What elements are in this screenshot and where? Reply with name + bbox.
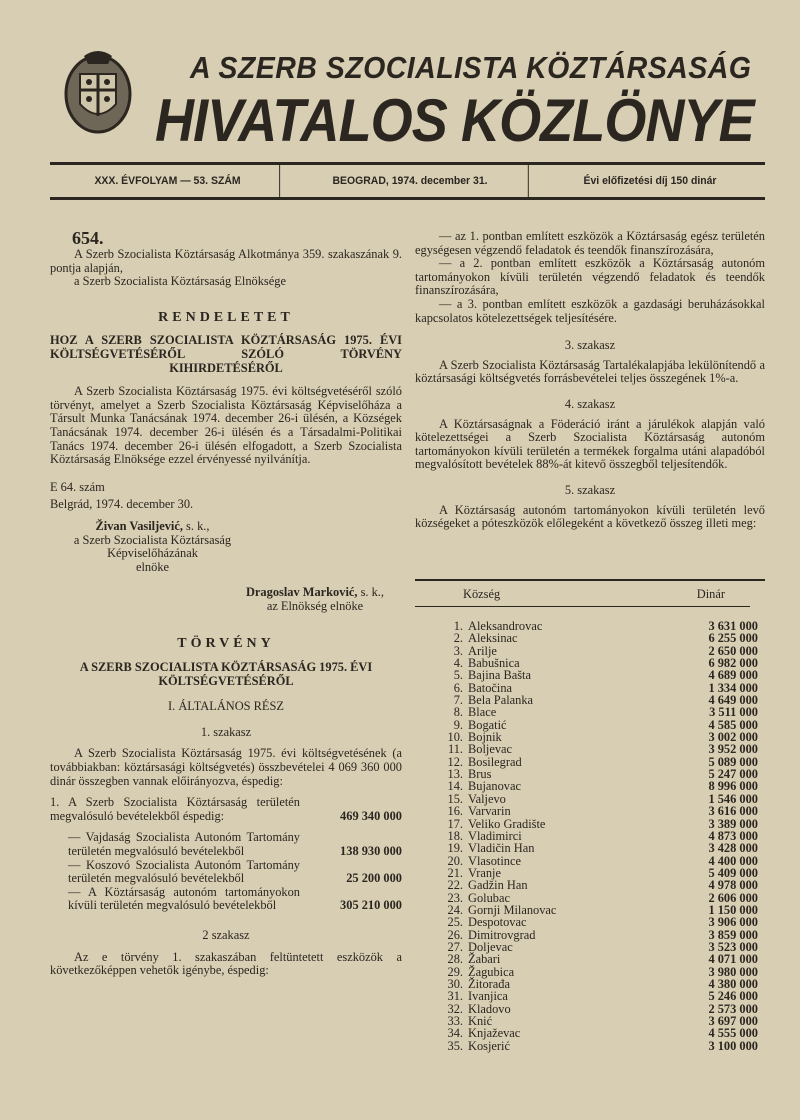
municipality-table — [415, 579, 765, 1052]
row-number: 24. — [447, 902, 463, 917]
dinar-amount: 3 511 000 — [709, 705, 758, 720]
section-5-body: A Köztársaság autonóm tartományokon kívüli területén levő községeket a póteszközök előlegeként a következő összeg illeti meg: — [415, 502, 765, 531]
dinar-amount: 3 002 000 — [708, 730, 758, 745]
row-number: 22. — [447, 878, 463, 893]
issue-info-band — [50, 162, 765, 200]
row-number: 12. — [447, 754, 463, 769]
dinar-amount: 4 978 000 — [708, 878, 758, 893]
dinar-amount: 3 616 000 — [708, 804, 758, 819]
dinar-amount: 3 389 000 — [708, 816, 758, 831]
section-3-body: A Szerb Szocialista Köztársaság Tartalékalapjába lekülönítendő a köztársasági költségvetés forrásbevételei teljes összegének 1%-a. — [415, 357, 765, 386]
masthead-line1: A SZERB SZOCIALISTA KÖZTÁRSASÁG — [190, 50, 752, 85]
municipality-name: Vlasotince — [468, 853, 521, 868]
signatory-name: Dragoslav Marković, — [245, 585, 358, 600]
row-number: 25. — [447, 915, 463, 930]
row-number: 31. — [447, 989, 463, 1004]
dinar-amount: 3 631 000 — [708, 619, 758, 633]
dinar-amount: 8 996 000 — [708, 779, 758, 794]
dinar-amount: 6 982 000 — [708, 656, 758, 671]
row-number: 26. — [447, 927, 463, 942]
row-number: 8. — [453, 705, 463, 720]
table-row — [415, 669, 765, 681]
dinar-amount: 4 689 000 — [708, 668, 758, 683]
dinar-amount: 1 546 000 — [708, 791, 758, 806]
dinar-amount: 4 071 000 — [708, 952, 758, 967]
reference-number: E 64. szám — [50, 479, 105, 494]
section-heading: 3. szakasz — [564, 338, 616, 353]
table-row — [415, 990, 765, 1002]
signature-2 — [225, 586, 405, 613]
item-number: 654. — [72, 228, 104, 248]
section-2-body: Az e törvény 1. szakaszában feltüntetett eszközök a következőképpen vehetők igénybe, éspedig: — [50, 949, 402, 978]
municipality-name: Blace — [468, 705, 497, 720]
municipality-name: Dimitrovgrad — [468, 927, 536, 942]
dinar-amount: 4 585 000 — [708, 717, 758, 732]
row-number: 28. — [447, 952, 463, 967]
row-number: 17. — [447, 816, 463, 831]
dinar-amount: 3 980 000 — [708, 964, 758, 979]
section-1-body: A Szerb Szocialista Köztársaság 1975. évi költségvetésének (a továbbiakban: köztársasági költségvetés) összbevételei 4 069 360 000 dinár összegben vannak előirányozva, éspedig: — [50, 746, 402, 788]
municipality-name: Aleksinac — [468, 631, 518, 646]
revenue-items — [50, 796, 402, 913]
municipality-name: Bogatić — [468, 717, 507, 732]
dinar-amount: 1 334 000 — [708, 680, 758, 695]
row-number: 9. — [453, 717, 463, 732]
table-header — [415, 581, 765, 606]
column-header-dinar: Dinár — [696, 587, 725, 601]
row-number: 18. — [447, 828, 463, 843]
law-title: A SZERB SZOCIALISTA KÖZTÁRSASÁG 1975. ÉVI KÖLTSÉGVETÉSÉRŐL — [79, 660, 373, 688]
dinar-amount: 5 089 000 — [708, 754, 758, 769]
row-number: 7. — [453, 693, 463, 708]
table-row — [415, 743, 765, 755]
row-number: 33. — [447, 1014, 463, 1028]
municipality-name: Veliko Gradište — [468, 816, 546, 831]
dinar-amount: 5 247 000 — [708, 767, 758, 782]
municipality-name: Brus — [468, 767, 492, 782]
municipality-name: Babušnica — [468, 656, 520, 671]
decree-body: A Szerb Szocialista Köztársaság 1975. évi költségvetéséről szóló törvényt, amelyet a Szerb Szocialista Köztársaság Képviselőháza a Társult Munka Tanácsának 1974. december 26-i ülésén, a Községek Tanácsának 1974. december 26-i ülésén és a Társadalmi-Politikai Tanács 1974. december 26-i ülésén elfogadott, a Szerb Szocialista Köztársaság Elnöksége ezzel érvényessé nyilvánítja. — [50, 384, 402, 467]
revenue-item: — A Köztársaság autonóm tartományokon kívüli területén megvalósuló bevételekből 305 210 000 — [68, 884, 402, 913]
subscription-price: Évi előfizetési díj 150 dinár — [583, 175, 717, 187]
coat-of-arms-emblem — [62, 44, 134, 136]
dinar-amount: 3 100 000 — [708, 1038, 758, 1053]
municipality-name: Batočina — [468, 680, 513, 695]
row-number: 16. — [447, 804, 463, 819]
municipality-name: Vladimirci — [468, 828, 522, 843]
municipality-name: Aleksandrovac — [468, 619, 543, 633]
dinar-amount: 5 409 000 — [708, 865, 758, 880]
right-column — [415, 230, 765, 531]
dinar-amount: 3 697 000 — [708, 1014, 758, 1028]
row-number: 14. — [447, 779, 463, 794]
table-row — [415, 916, 765, 928]
signatory-title: Képviselőházának — [107, 546, 198, 561]
municipality-name: Varvarin — [468, 804, 511, 819]
dinar-amount: 4 873 000 — [708, 828, 758, 843]
section-heading: 2 szakasz — [202, 927, 250, 942]
dinar-amount: 2 606 000 — [708, 890, 758, 905]
row-number: 6. — [453, 680, 463, 695]
dinar-amount: 5 246 000 — [708, 989, 758, 1004]
row-number: 1. — [453, 619, 463, 633]
left-column — [50, 228, 402, 978]
section-heading: 1. szakasz — [200, 724, 252, 739]
municipality-name: Doljevac — [468, 939, 513, 954]
municipality-name: Žabari — [468, 952, 501, 967]
municipality-name: Valjevo — [468, 791, 506, 806]
row-number: 27. — [447, 939, 463, 954]
table-body — [415, 620, 765, 1052]
table-row — [415, 780, 765, 792]
section-heading: 5. szakasz — [564, 482, 616, 497]
preamble: A Szerb Szocialista Köztársaság Alkotmánya 359. szakaszának 9. pontja alapján, — [50, 247, 402, 275]
municipality-name: Kladovo — [468, 1001, 511, 1016]
row-number: 19. — [447, 841, 463, 856]
revenue-item: — Koszovó Szocialista Autonóm Tartomány területén megvalósuló bevételekből 25 200 000 — [68, 857, 402, 886]
decree-heading: RENDELETET — [158, 309, 294, 325]
row-number: 23. — [447, 890, 463, 905]
municipality-name: Vranje — [468, 865, 501, 880]
row-number: 30. — [447, 976, 463, 991]
row-number: 29. — [447, 964, 463, 979]
signature-1 — [50, 520, 255, 574]
table-row — [415, 706, 765, 718]
municipality-name: Bujanovac — [468, 779, 521, 794]
municipality-name: Arilje — [468, 643, 497, 658]
place-date: BEOGRAD, 1974. december 31. — [292, 165, 529, 197]
row-number: 32. — [447, 1001, 463, 1016]
table-row — [415, 953, 765, 965]
dinar-amount: 1 150 000 — [708, 902, 758, 917]
municipality-name: Bela Palanka — [468, 693, 534, 708]
row-number: 10. — [447, 730, 463, 745]
revenue-item: — Vajdaság Szocialista Autonóm Tartomány területén megvalósuló bevételekből 138 930 000 — [68, 830, 402, 858]
column-header-municipality: Község — [463, 587, 501, 601]
table-row — [415, 632, 765, 644]
municipality-name: Žagubica — [468, 964, 515, 979]
signatory-title: az Elnökség elnöke — [266, 598, 364, 613]
revenue-item: 1. A Szerb Szocialista Köztársaság területén megvalósuló bevételekből éspedig: 469 340 000 — [50, 795, 402, 823]
row-number: 11. — [447, 742, 463, 757]
municipality-name: Vladičin Han — [468, 841, 535, 856]
decree-title: HOZ A SZERB SZOCIALISTA KÖZTÁRSASÁG 1975. ÉVI KÖLTSÉGVETÉSÉRŐL SZÓLÓ TÖRVÉNY KIHIRDETÉSÉRŐL — [50, 333, 402, 375]
municipality-name: Bojnik — [468, 730, 502, 745]
section-4-body: A Köztársaságnak a Föderáció iránt a járulékok alapján való kötelezettségei a Szerb Szocialista Köztársaság autonóm tartományokon kívüli területén a termékek forgalma utáni alapadóból megvalósított bevételek 88%-át kitevő összegből teljesítendők. — [415, 416, 765, 472]
row-number: 5. — [453, 668, 463, 683]
dinar-amount: 2 573 000 — [708, 1001, 758, 1016]
usage-point-2: — a 2. pontban említett eszközök a Köztársaság autonóm tartományokon kívüli területén végzendő feladatok és teendők finanszírozására, — [415, 256, 765, 298]
table-row — [415, 818, 765, 830]
dinar-amount: 3 906 000 — [708, 915, 758, 930]
row-number: 35. — [447, 1038, 463, 1053]
volume-number: XXX. ÉVFOLYAM — 53. SZÁM — [56, 165, 280, 197]
dinar-amount: 4 380 000 — [708, 976, 758, 991]
part-heading: I. ÁLTALÁNOS RÉSZ — [168, 699, 284, 714]
municipality-name: Ivanjica — [468, 989, 508, 1004]
table-row — [415, 1027, 765, 1039]
table-row — [415, 1040, 765, 1052]
row-number: 3. — [453, 643, 463, 658]
usage-point-3: — a 3. pontban említett eszközök a gazdasági beruházásokkal kapcsolatos kötelezettségek teljesítésére. — [415, 296, 765, 325]
row-number: 21. — [447, 865, 463, 880]
dinar-amount: 4 555 000 — [708, 1026, 758, 1041]
dinar-amount: 4 400 000 — [708, 853, 758, 868]
dinar-amount: 3 523 000 — [708, 939, 758, 954]
signatory-title: a Szerb Szocialista Köztársaság — [73, 532, 232, 547]
municipality-name: Knjaževac — [468, 1026, 521, 1041]
municipality-name: Despotovac — [468, 915, 527, 930]
masthead-title: HIVATALOS KÖZLÖNYE — [155, 87, 754, 154]
dinar-amount: 3 428 000 — [708, 841, 758, 856]
municipality-name: Boljevac — [468, 742, 513, 757]
dinar-amount: 2 650 000 — [708, 643, 758, 658]
row-number: 20. — [447, 853, 463, 868]
dinar-amount: 3 952 000 — [708, 742, 758, 757]
dinar-amount: 3 859 000 — [708, 927, 758, 942]
table-row — [415, 842, 765, 854]
preamble-issuer: a Szerb Szocialista Köztársaság Elnöksége — [74, 274, 286, 289]
decree-date: Belgrád, 1974. december 30. — [50, 497, 194, 512]
municipality-name: Žitorađa — [468, 976, 510, 991]
municipality-name: Golubac — [468, 890, 510, 905]
row-number: 2. — [453, 631, 463, 646]
dinar-amount: 4 649 000 — [708, 693, 758, 708]
municipality-name: Gornji Milanovac — [468, 902, 557, 917]
row-number: 34. — [447, 1026, 463, 1041]
signatory-title: elnöke — [135, 559, 170, 574]
municipality-name: Gadžin Han — [468, 878, 528, 893]
dinar-amount: 6 255 000 — [708, 631, 758, 646]
row-number: 13. — [447, 767, 463, 782]
signatory-sk: s. k., — [357, 585, 384, 600]
table-row — [415, 879, 765, 891]
signatory-sk: s. k., — [182, 518, 210, 533]
law-heading: TÖRVÉNY — [177, 636, 275, 652]
municipality-name: Bajina Bašta — [468, 668, 531, 683]
table-row — [415, 805, 765, 817]
municipality-name: Kosjerić — [468, 1038, 510, 1053]
section-heading: 4. szakasz — [564, 396, 616, 411]
usage-point-1: — az 1. pontban említett eszközök a Köztársaság egész területén egységesen végzendő feladatok és teendők finanszírozására, — [415, 229, 765, 257]
signatory-name: Živan Vasiljević, — [95, 518, 183, 533]
municipality-name: Bosilegrad — [468, 754, 522, 769]
row-number: 4. — [453, 656, 463, 671]
municipality-name: Knić — [468, 1014, 493, 1028]
row-number: 15. — [447, 791, 463, 806]
